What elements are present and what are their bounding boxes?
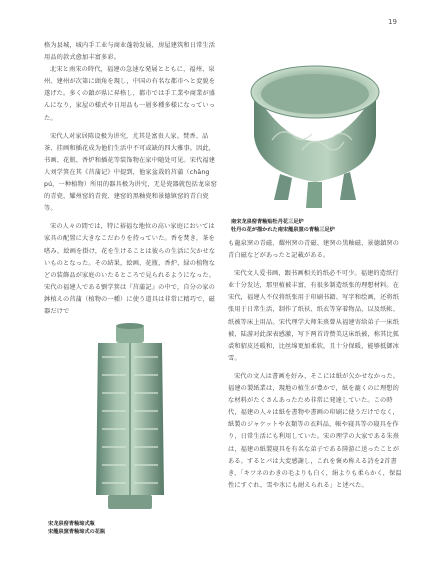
caption-chinese: 宋龙泉窑青釉琮式瓶 — [48, 521, 95, 527]
caption-chinese: 南宋龙泉窑青釉贴牡丹花三足炉 — [231, 219, 304, 225]
censer-caption — [231, 218, 335, 235]
caption-japanese: 宋龍泉窯青釉琮式の花瓶 — [48, 529, 106, 536]
paragraph: も龍泉窯の青磁、耀州窯の青磁、建窯の黒釉磁、景德鎮窯の青白磁などがあったと記載がある。 — [228, 240, 400, 260]
cong-vase-image — [68, 323, 192, 513]
page-number: 19 — [388, 18, 397, 26]
right-text-column — [228, 238, 404, 492]
paragraph: 宋の人々の間では，特に裕福な地位の高い家庭においては家具の配置に大きなこだわりを持っていた。香を焚き，茶を嗜み，絵画を掛け，花を生けることは彼らの生活に欠かせないものとなった。その結果，絵画、花瓶、香炉、緑の植物などの装飾品が家庭のいたるところで見られるようになった。宋代の福建人である劉学箕は『莒蒲記』の中で，自分の家の鉢植えの莒蒲（植物の一種）に使う道具は非常に精巧で，磁器だけで — [44, 223, 216, 315]
vase-caption — [48, 520, 105, 537]
paragraph: 宋代人对家居陈设极为讲究，尤其是富贵人家。焚香、品茶、挂画和插花成为他们生活中不可或缺的四大雅事。因此，书画、花瓶、香炉和插花等装饰物在家中随处可见。宋代福建人刘学箕在其《莒蒲记》中提到，他家盆栽的莒蒲（chāng pú，一种植物）所用的器具极为讲究，无是瓷器就包括龙泉窑的青瓷、耀州窑的青瓷、建窑的黑釉瓷和景德镇窑的青白瓷等。 — [44, 132, 217, 213]
paragraph: 宋代の文人は書画を好み，そこには紙が欠かせなかった。福建の製紙業は，現地の植生が豊かで，紙を漉くのに理想的な材料がたくさんあったため非常に発達していた。この時代，福建の人々は紙を書物や書画の印刷に使うだけでなく，紙製のジャケットや衣類等の衣料品，帳や寝具等の寝具を作り，日常生活にも利用していた。宋の理学の大家である朱熹は，福建の紙製寝具を有名な弟子である陸游に送ったことがある。するとパは大変感謝し，これを褒め称える詩を2首書き，「キツネのわきの毛よりも白く，絹よりも柔らかく，保温性にすぐれ，雪や氷にも耐えられる」と述べた。 — [228, 372, 402, 489]
tripod-censer-image — [232, 40, 398, 212]
left-text-column — [44, 40, 220, 318]
paragraph: 宋代文人爱书画，跟书画相关的纸必不可少。福建的造纸行业十分发达，那里植被丰富，有很多制造纸张的理想材料。在宋代，福建人不仅将纸张用于印刷书籍、写字和绘画，还将纸张用于日常生活，制作了纸袄、纸衣等穿着物品，以及纸帐、纸被等床上用品。宋代理学大师朱熹曾从福建寄给弟子一床纸被，陆游对此深表感激，写下两首诗赞美这床纸被，称其比狐裘和貂皮还暖和，比丝绵更加柔软，且十分保暖，能够抵御冰雪。 — [228, 270, 400, 362]
paragraph: 北宋と南宋の時代，福建の急速な発展とともに，福州、泉州、建州が次第に頭角を現し，中国の有名な都市へと変貌を遂げた。多くの鎮が県に昇格し，都市では手工業や商業が盛んになり，家屋の様式や日用品も一層多種多様になっていった。 — [44, 66, 216, 122]
caption-japanese: 牡丹の花が描かれた南宋龍泉窯の青釉三足炉 — [231, 227, 335, 234]
paragraph: 格为县城，城内手工业与商业蓬勃发展，房屋建筑和日常生活用品的款式愈加丰富多彩。 — [44, 42, 216, 62]
